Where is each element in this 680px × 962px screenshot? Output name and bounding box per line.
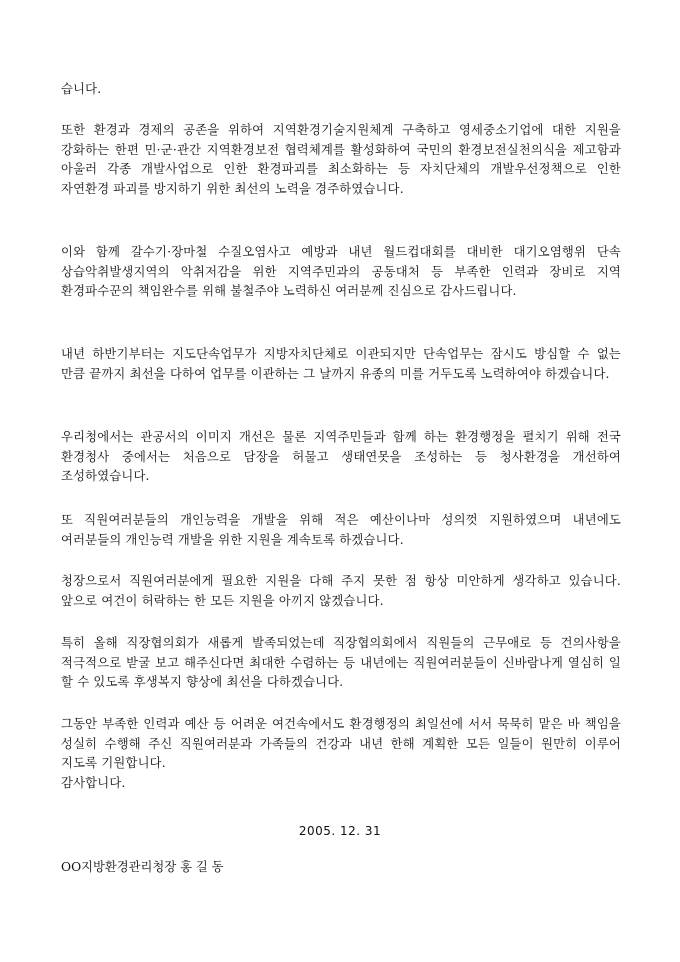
paragraph-pollution-prevention: 이와 함께 갈수기·장마철 수질오염사고 예방과 내년 월드컵대회를 대비한 대기오염행위 단속 상습악취발생지역의 악취저감을 위한 지역주민과의 공동대처 등 부족한 인력과 장비로 지역 환경파수꾼의 책임완수를 위해 불철주야 노력하신 여러분께 진심으로 감사드립니다. <box>61 245 621 298</box>
paragraph-thanks: 감사합니다. <box>61 776 126 790</box>
paragraph-office-environment: 우리청에서는 관공서의 이미지 개선은 물론 지역주민들과 함께 하는 환경행정을 펼치기 위해 전국 환경청사 중에서는 처음으로 담장을 허물고 생태연못을 조성하는 등 청사환경을 개선하여 조성하였습니다. <box>61 430 621 483</box>
document-date: 2005. 12. 31 <box>298 824 382 838</box>
paragraph-support-apology: 청장으로서 직원여러분에게 필요한 지원을 다해 주지 못한 점 항상 미안하게 생각하고 있습니다. 앞으로 여건이 허락하는 한 모든 지원을 아끼지 않겠습니다. <box>61 574 621 608</box>
paragraph-opening-fragment: 습니다. <box>61 82 102 96</box>
paragraph-environment-economy: 또한 환경과 경제의 공존을 위하여 지역환경기술지원체계 구축하고 영세중소기업에 대한 지원을 강화하는 한편 민·군·관간 지역환경보전 협력체계를 활성화하여 국민의 환경보전실천의식을 제고함과 아울러 각종 개발사업으로 인한 환경파괴를 최소화하는 등 자치단체의 개발우선정책으로 인한 자연환경 파괴를 방지하기 위한 최선의 노력을 경주하였습니다. <box>61 123 621 196</box>
paragraph-staff-development: 또 직원여러분들의 개인능력을 개발을 위해 적은 예산이나마 성의껏 지원하였으며 내년에도 여러분들의 개인능력 개발을 위한 지원을 계속토록 하겠습니다. <box>61 513 621 547</box>
paragraph-enforcement-transfer: 내년 하반기부터는 지도단속업무가 지방자치단체로 이관되지만 단속업무는 잠시도 방심할 수 없는 만큼 끝까지 최선을 다하여 업무를 이관하는 그 날까지 유종의 미를 거두도록 노력하여야 하겠습니다. <box>61 347 621 381</box>
paragraph-workplace-council: 특히 올해 직장협의회가 새롭게 발족되었는데 직장협의회에서 직원들의 근무애로 등 건의사항을 적극적으로 받굴 보고 해주신다면 최대한 수렴하는 등 내년에는 직원여러분들이 신바람나게 열심히 일 할 수 있도록 후생복지 향상에 최선을 다하겠습니다. <box>61 636 621 689</box>
paragraph-closing-wishes: 그동안 부족한 인력과 예산 등 어려운 여건속에서도 환경행정의 최일선에 서서 묵묵히 맡은 바 책임을 성실히 수행해 주신 직원여러분과 가족들의 건강과 내년 한해 계획한 모든 일들이 원만히 이루어 지도록 기원합니다. <box>61 717 621 770</box>
signature-line: OO지방환경관리청장 홍 길 동 <box>61 860 224 874</box>
